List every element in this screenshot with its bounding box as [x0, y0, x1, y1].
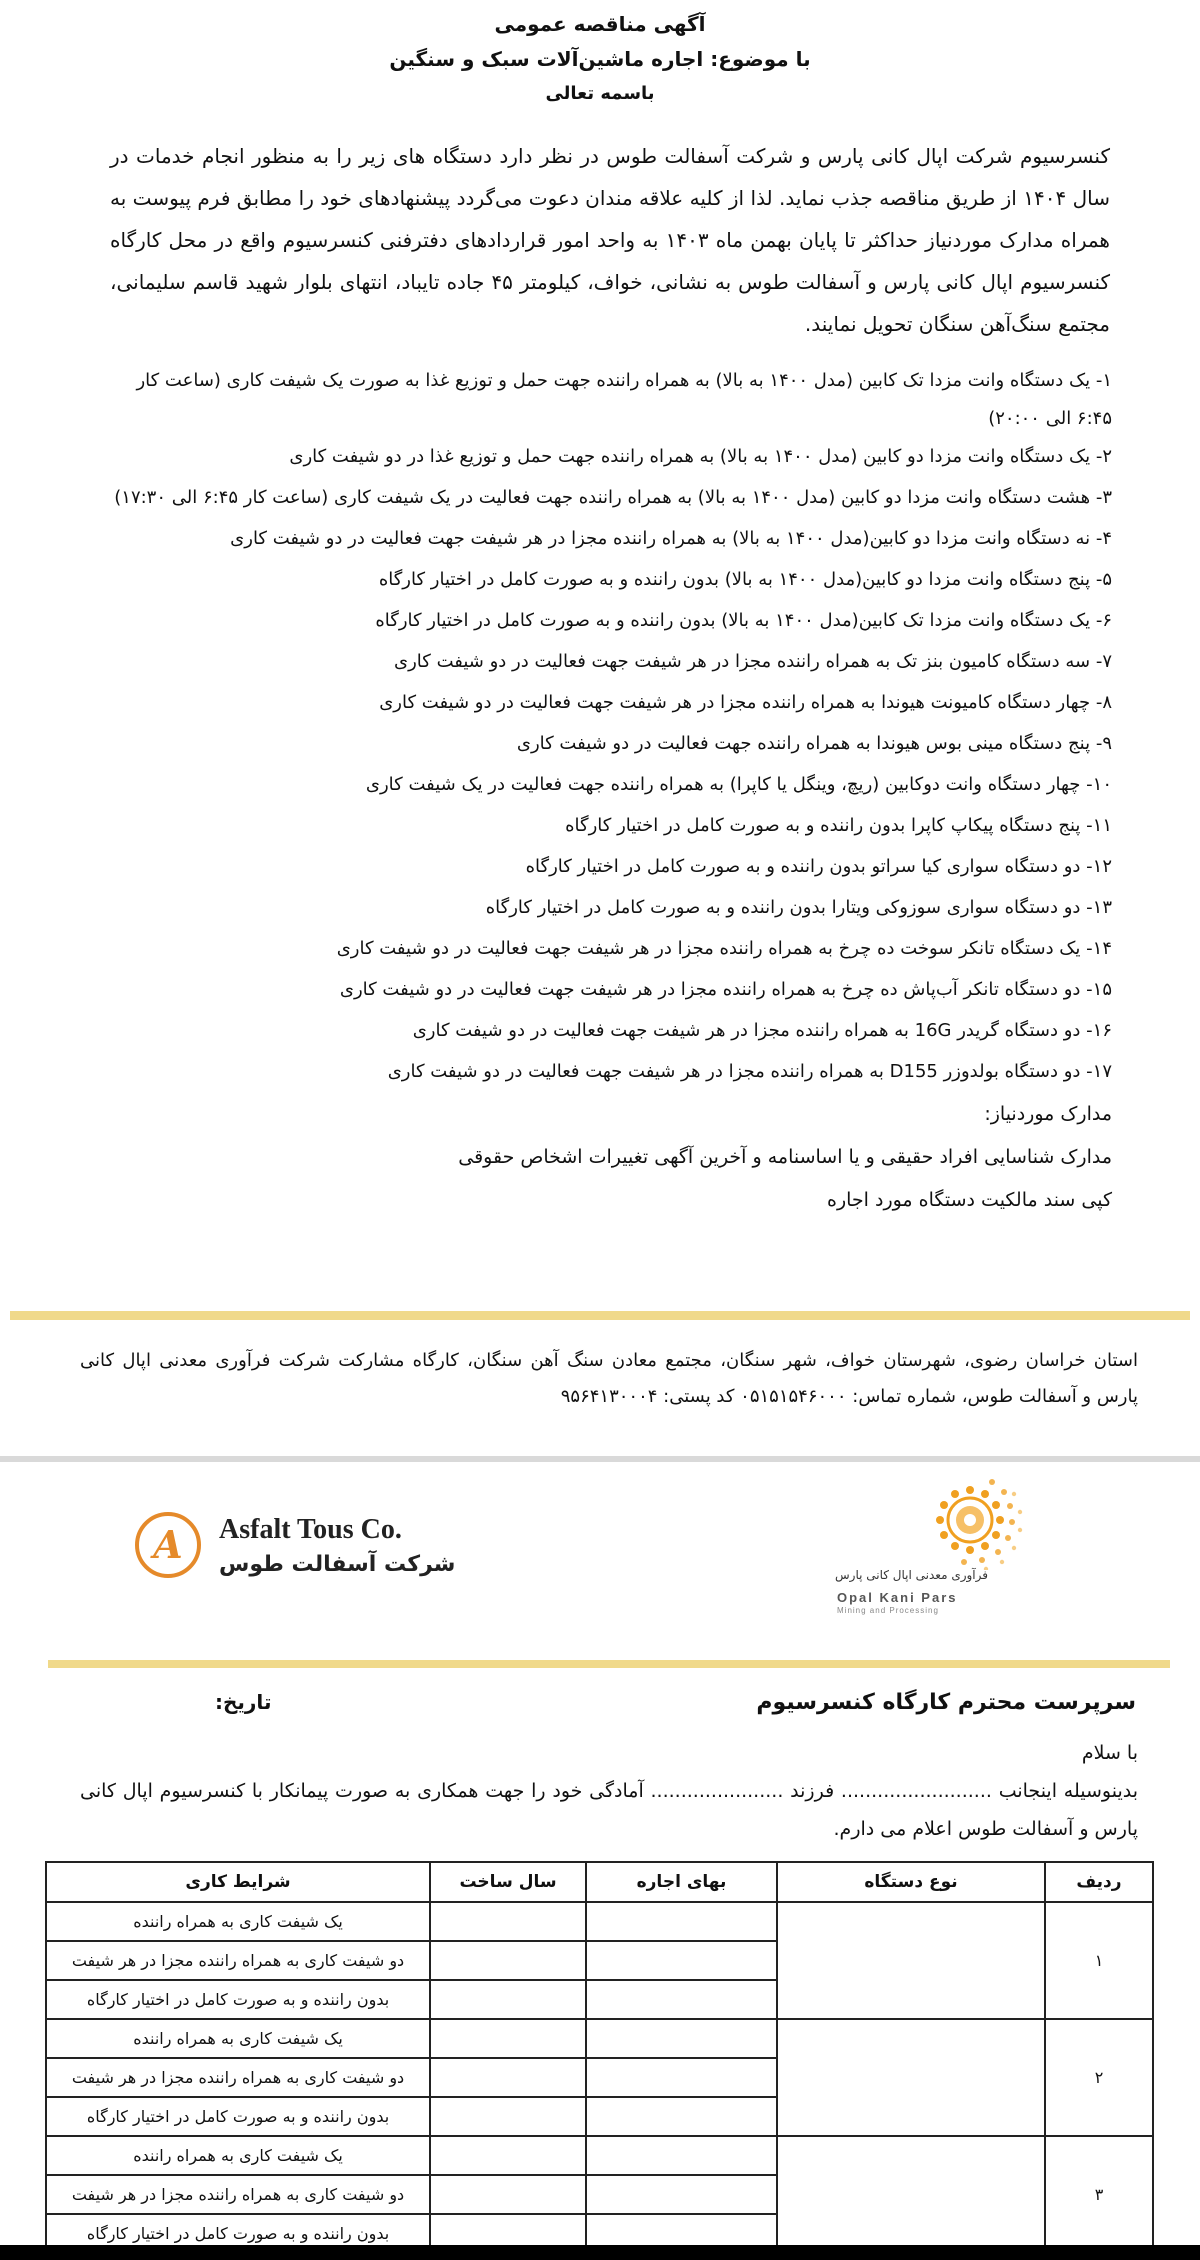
notice-subject: با موضوع: اجاره ماشین‌آلات سبک و سنگین [389, 47, 811, 71]
bottom-edge-bar [0, 2245, 1200, 2260]
equipment-item: ۷- سه دستگاه کامیون بنز تک به همراه راننده مجزا در هر شیفت جهت فعالیت در دو شیفت کاری [394, 651, 1112, 672]
rent-price-cell[interactable] [586, 2136, 777, 2175]
condition-cell: بدون راننده و به صورت کامل در اختیار کارگاه [46, 2214, 430, 2253]
gold-divider [48, 1660, 1170, 1668]
equipment-item: ۱- یک دستگاه وانت مزدا تک کابین (مدل ۱۴۰۰ به بالا) به همراه راننده جهت حمل و توزیع غذا به صورت یک شیفت کاری (ساعت کار ۶:۴۵ الی ۲۰:۰۰) [136, 370, 1112, 429]
equipment-item: ۵- پنج دستگاه وانت مزدا دو کابین(مدل ۱۴۰۰ به بالا) بدون راننده و به صورت کامل در اختیار کارگاه [378, 569, 1112, 590]
equipment-type-cell[interactable] [777, 2136, 1045, 2253]
rent-price-cell[interactable] [586, 1941, 777, 1980]
equipment-item: ۶- یک دستگاه وانت مزدا تک کابین(مدل ۱۴۰۰ به بالا) بدون راننده و به صورت کامل در اختیار کارگاه [375, 610, 1112, 631]
equipment-item: ۱۴- یک دستگاه تانکر سوخت ده چرخ به همراه راننده مجزا در هر شیفت جهت فعالیت در دو شیفت کاری [336, 938, 1112, 959]
rent-price-cell[interactable] [586, 2175, 777, 2214]
equipment-type-cell[interactable] [777, 2019, 1045, 2136]
row-number-cell: ۱ [1045, 1902, 1153, 2019]
condition-cell: دو شیفت کاری به همراه راننده مجزا در هر شیفت [46, 2175, 430, 2214]
gold-divider [10, 1311, 1190, 1320]
condition-cell: یک شیفت کاری به همراه راننده [46, 2136, 430, 2175]
equipment-item: ۱۰- چهار دستگاه وانت دوکابین (ریچ، وینگل یا کاپرا) به همراه راننده جهت فعالیت در یک شیفت کاری [365, 774, 1112, 795]
equipment-type-cell[interactable] [777, 1902, 1045, 2019]
opal-name-fa: فرآوری معدنی اپال کانی پارس [835, 1568, 988, 1582]
proposal-table [45, 1861, 1154, 2254]
equipment-item: ۱۱- پنج دستگاه پیکاپ کاپرا بدون راننده و به صورت کامل در اختیار کارگاه [565, 815, 1112, 836]
condition-cell: بدون راننده و به صورت کامل در اختیار کارگاه [46, 2097, 430, 2136]
rent-price-cell[interactable] [586, 2058, 777, 2097]
asfalt-tous-logo [135, 1510, 455, 1590]
col-row-number: ردیف [1045, 1862, 1153, 1902]
invocation: باسمه تعالی [545, 83, 655, 104]
equipment-item: ۱۳- دو دستگاه سواری سوزوکی ویتارا بدون راننده و به صورت کامل در اختیار کارگاه [485, 897, 1112, 918]
build-year-cell[interactable] [430, 1980, 586, 2019]
row-number-cell: ۲ [1045, 2019, 1153, 2136]
document-item: کپی سند مالکیت دستگاه مورد اجاره [827, 1189, 1112, 1211]
form-date-label: تاریخ: [215, 1690, 272, 1714]
row-number-cell: ۳ [1045, 2136, 1153, 2253]
equipment-item: ۸- چهار دستگاه کامیونت هیوندا به همراه راننده مجزا در هر شیفت جهت فعالیت در دو شیفت کاری [379, 692, 1112, 713]
condition-cell: بدون راننده و به صورت کامل در اختیار کارگاه [46, 1980, 430, 2019]
equipment-item: ۳- هشت دستگاه وانت مزدا دو کابین (مدل ۱۴۰۰ به بالا) به همراه راننده جهت فعالیت در یک شیفت کاری (ساعت کار ۶:۴۵ الی ۱۷:۳۰) [114, 487, 1112, 508]
form-body [80, 1734, 1138, 1848]
condition-cell: یک شیفت کاری به همراه راننده [46, 2019, 430, 2058]
build-year-cell[interactable] [430, 2097, 586, 2136]
build-year-cell[interactable] [430, 2019, 586, 2058]
equipment-item: ۱۷- دو دستگاه بولدوزر D155 به همراه راننده مجزا در هر شیفت جهت فعالیت در دو شیفت کاری [387, 1061, 1112, 1082]
address-block: استان خراسان رضوی، شهرستان خواف، شهر سنگان، مجتمع معادن سنگ آهن سنگان، کارگاه مشارکت شرکت فرآوری معدنی اپال کانی پارس و آسفالت طوس، شماره تماس: ۰۵۱۵۱۵۴۶۰۰۰ کد پستی: ۹۵۶۴۱۳۰۰۰۴ [80, 1350, 1138, 1407]
equipment-list [100, 362, 1112, 1229]
opal-name-en: Opal Kani Pars [837, 1590, 958, 1605]
document-item: مدارک شناسایی افراد حقیقی و یا اساسنامه و آخرین آگهی تغییرات اشخاص حقوقی [458, 1146, 1112, 1168]
equipment-item: ۱۵- دو دستگاه تانکر آب‌پاش ده چرخ به همراه راننده مجزا در هر شیفت جهت فعالیت در دو شیفت کاری [339, 979, 1112, 1000]
form-greeting: با سلام [1081, 1742, 1138, 1764]
rent-price-cell[interactable] [586, 1980, 777, 2019]
rent-price-cell[interactable] [586, 2097, 777, 2136]
notice-title: آگهی مناقصه عمومی [494, 12, 706, 36]
opal-subtitle: Mining and Processing [837, 1606, 939, 1615]
form-statement: بدینوسیله اینجانب ......................... فرزند ...................... آمادگی خود را جهت همکاری به صورت پیمانکار با کنسرسیوم اپال کانی پارس و آسفالت طوس اعلام می دارم. [80, 1780, 1138, 1840]
asfalt-name-fa: شرکت آسفالت طوس [219, 1552, 456, 1577]
col-build-year: سال ساخت [430, 1862, 586, 1902]
documents-title: مدارک موردنیاز: [984, 1103, 1112, 1125]
opal-swirl-icon [835, 1470, 1065, 1570]
col-rent-price: بهای اجاره [586, 1862, 777, 1902]
condition-cell: یک شیفت کاری به همراه راننده [46, 1902, 430, 1941]
table-row [46, 1902, 1153, 1941]
table-header-row [46, 1862, 1153, 1902]
build-year-cell[interactable] [430, 2136, 586, 2175]
asfalt-logo-mark [135, 1512, 201, 1578]
notice-header [0, 10, 1200, 108]
form-header [0, 1690, 1200, 1722]
table-row [46, 2136, 1153, 2175]
equipment-item: ۹- پنج دستگاه مینی بوس هیوندا به همراه راننده جهت فعالیت در دو شیفت کاری [516, 733, 1112, 754]
form-recipient: سرپرست محترم کارگاه کنسرسیوم [756, 1690, 1136, 1715]
equipment-item: ۴- نه دستگاه وانت مزدا دو کابین(مدل ۱۴۰۰ به بالا) به همراه راننده مجزا در هر شیفت جهت فعالیت در دو شیفت کاری [230, 528, 1112, 549]
opal-kani-pars-logo [835, 1470, 1065, 1620]
build-year-cell[interactable] [430, 1902, 586, 1941]
build-year-cell[interactable] [430, 1941, 586, 1980]
asfalt-name-en: Asfalt Tous Co. [219, 1514, 402, 1545]
build-year-cell[interactable] [430, 2058, 586, 2097]
equipment-item: ۱۶- دو دستگاه گریدر 16G به همراه راننده مجزا در هر شیفت جهت فعالیت در دو شیفت کاری [412, 1020, 1112, 1041]
page-separator [0, 1456, 1200, 1462]
rent-price-cell[interactable] [586, 2019, 777, 2058]
col-equipment-type: نوع دستگاه [777, 1862, 1045, 1902]
table-row [46, 2019, 1153, 2058]
build-year-cell[interactable] [430, 2175, 586, 2214]
asfalt-logo-letter: A [153, 1522, 183, 1567]
equipment-item: ۱۲- دو دستگاه سواری کیا سراتو بدون راننده و به صورت کامل در اختیار کارگاه [525, 856, 1112, 877]
col-work-conditions: شرایط کاری [46, 1862, 430, 1902]
equipment-item: ۲- یک دستگاه وانت مزدا دو کابین (مدل ۱۴۰۰ به بالا) به همراه راننده جهت حمل و توزیع غذا در دو شیفت کاری [289, 446, 1112, 467]
condition-cell: دو شیفت کاری به همراه راننده مجزا در هر شیفت [46, 1941, 430, 1980]
condition-cell: دو شیفت کاری به همراه راننده مجزا در هر شیفت [46, 2058, 430, 2097]
intro-paragraph: کنسرسیوم شرکت اپال کانی پارس و شرکت آسفالت طوس در نظر دارد دستگاه های زیر را به منظور انجام خدمات در سال ۱۴۰۴ از طریق مناقصه جذب نماید. لذا از کلیه علاقه مندان دعوت می‌گردد پیشنهادهای خود را مطابق فرم پیوست به همراه مدارک موردنیاز حداکثر تا پایان بهمن ماه ۱۴۰۳ به واحد امور قراردادهای دفترفنی کنسرسیوم واقع در محل کارگاه کنسرسیوم اپال کانی پارس و آسفالت طوس به نشانی، خواف، کیلومتر ۴۵ جاده تایباد، انتهای بلوار شهید قاسم سلیمانی، مجتمع سنگ‌آهن سنگان تحویل نمایند. [110, 144, 1111, 336]
rent-price-cell[interactable] [586, 1902, 777, 1941]
